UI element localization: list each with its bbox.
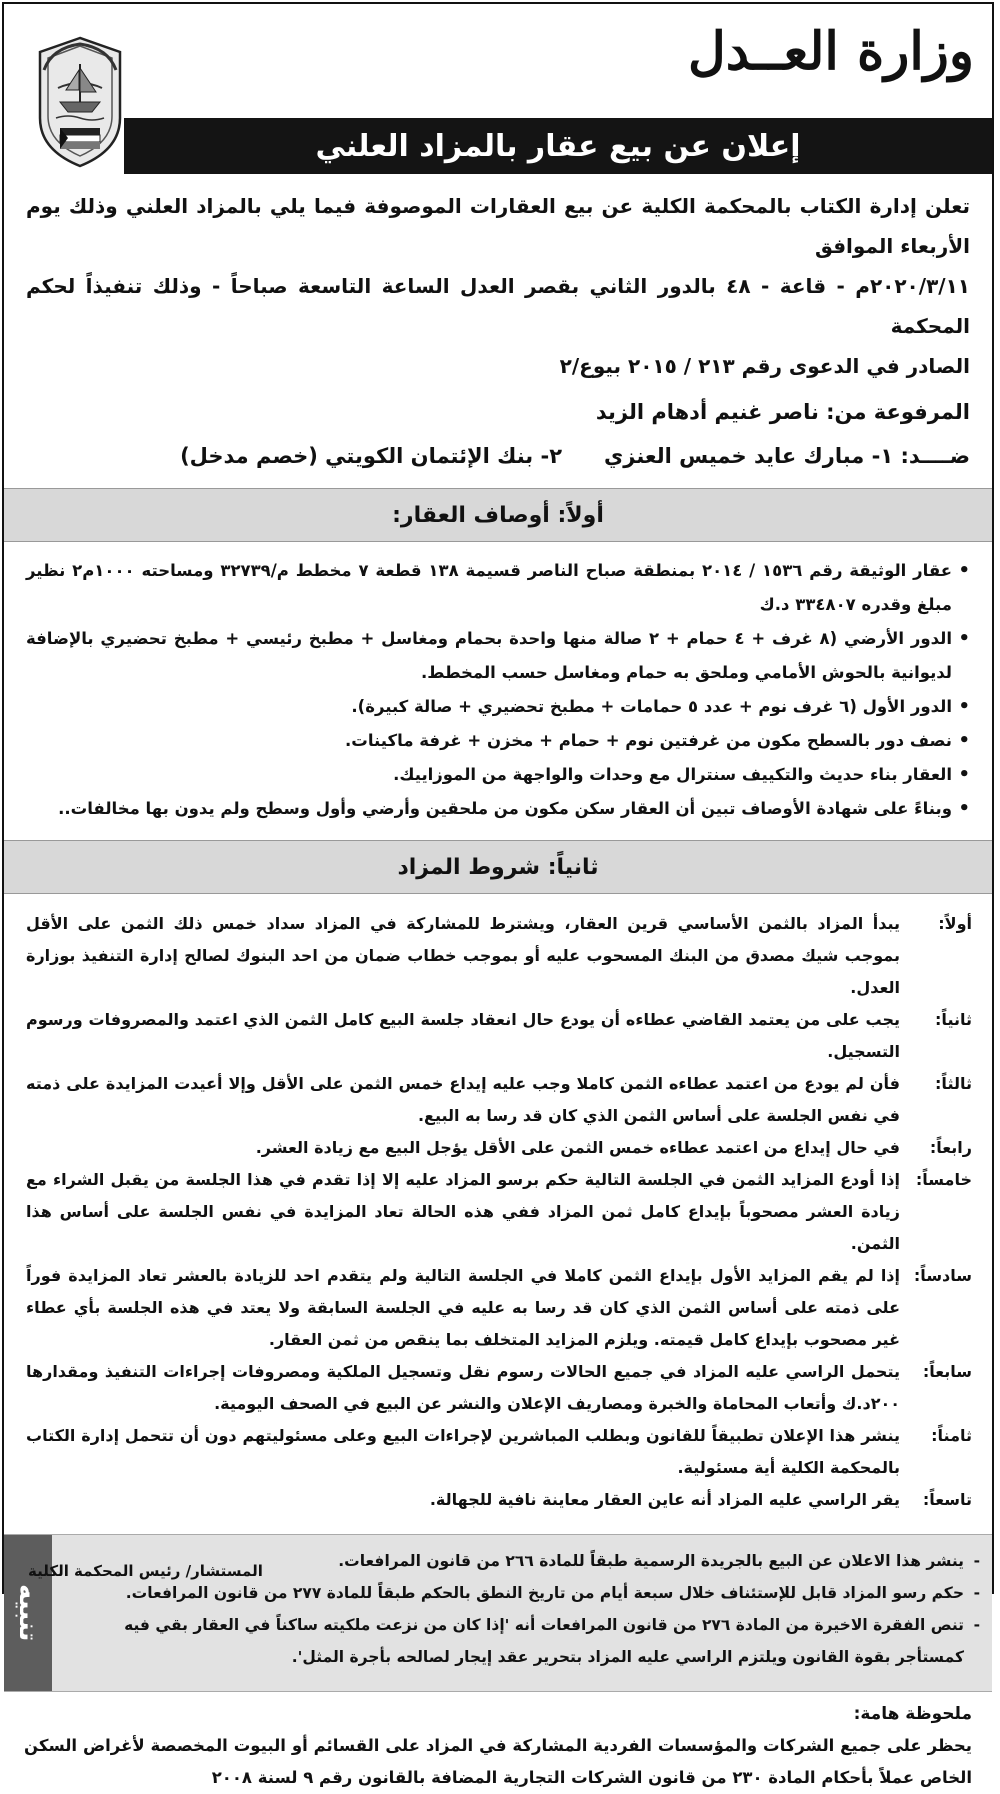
announcement-title: إعلان عن بيع عقار بالمزاد العلني: [124, 118, 992, 174]
condition-label: تاسعاً:: [922, 1490, 972, 1509]
notice-list: [52, 1535, 992, 1691]
condition-item: [26, 908, 972, 1004]
parties: [4, 386, 992, 478]
notice-box: [4, 1534, 992, 1692]
condition-item: [26, 1164, 972, 1260]
section-title-property: أولاً: أوصاف العقار:: [4, 488, 992, 542]
header: [4, 4, 992, 174]
condition-label: سادساً:: [913, 1266, 972, 1285]
condition-text: يجب على من يعتمد القاضي عطاءه أن يودع حال انعقاد جلسة البيع كامل الثمن الذي اعتمد والمصروفات ورسوم التسجيل.: [26, 1010, 900, 1061]
condition-text: فأن لم يودع من اعتمد عطاءه الثمن كاملا وجب عليه إيداع خمس الثمن على الأقل وإلا أعيدت المزايدة على ذمته في نفس الجلسة على أساس الثمن الذي كان قد رسا به البيع.: [26, 1074, 900, 1125]
notice-tag: تنبيه: [4, 1535, 52, 1691]
intro-line: الصادر في الدعوى رقم ٢١٣ / ٢٠١٥ بيوع/٢: [559, 354, 970, 378]
condition-label: ثانياً:: [935, 1010, 972, 1029]
list-item: • عقار الوثيقة رقم ١٥٣٦ / ٢٠١٤ بمنطقة صباح الناصر قسيمة ١٣٨ قطعة ٧ مخطط م/٣٢٧٣٩ ومساحته ١٠٠٠م٢ نظير مبلغ وقدره ٣٣٤٨٠٧ د.ك: [26, 554, 972, 622]
list-item: • نصف دور بالسطح مكون من غرفتين نوم + حمام + مخزن + غرفة ماكينات.: [26, 724, 972, 758]
intro-paragraph: [4, 174, 992, 386]
intro-line: تعلن إدارة الكتاب بالمحكمة الكلية عن بيع العقارات الموصوفة فيما يلي بالمزاد العلني وذلك يوم الأربعاء الموافق: [26, 194, 970, 258]
notice-item: - حكم رسو المزاد قابل للإستئناف خلال سبعة أيام من تاريخ النطق بالحكم طبقاً للمادة ٢٧٧ من قانون المرافعات.: [72, 1577, 982, 1609]
signature: المستشار/ رئيس المحكمة الكلية: [28, 1562, 263, 1580]
ministry-name: وزارة العــدل: [687, 21, 974, 82]
condition-text: إذا أودع المزايد الثمن في الجلسة التالية حكم برسو المزاد عليه إلا إذا تقدم في هذا الجلسة من يقبل الشراء مع زيادة العشر مصحوباً بإيداع كامل ثمن المزاد ففي هذه الحالة تعاد المزايدة في نفس الجلسة على أساس هذا الثمن.: [26, 1170, 900, 1253]
condition-label: ثامناً:: [931, 1426, 972, 1445]
auction-conditions-list: [4, 894, 992, 1520]
defendants: [26, 434, 970, 478]
condition-item: [26, 1260, 972, 1356]
condition-label: خامساً:: [915, 1170, 972, 1189]
condition-item: [26, 1004, 972, 1068]
kuwait-emblem-icon: [30, 30, 130, 170]
condition-text: في حال إيداع من اعتمد عطاءه خمس الثمن على الأقل يؤجل البيع مع زيادة العشر.: [255, 1138, 900, 1157]
defendant-1: ضــــد: ١- مبارك عايد خميس العنزي: [604, 444, 970, 468]
important-note-text: يحظر على جميع الشركات والمؤسسات الفردية المشاركة في المزاد على القسائم أو البيوت المخصصة لأغراض السكن الخاص عملاً بأحكام المادة ٢٣٠ من قانون الشركات التجارية المضافة بالقانون رقم ٩ لسنة ٢٠٠٨: [24, 1736, 972, 1787]
condition-item: [26, 1068, 972, 1132]
auction-announcement: [2, 2, 994, 1787]
plaintiff: المرفوعة من: ناصر غنيم أدهام الزيد: [595, 400, 970, 424]
list-item: • الدور الأرضي (٨ غرف + ٤ حمام + ٢ صالة منها واحدة بحمام ومغاسل + مطبخ رئيسي + مطبخ تحضيري بالإضافة لديوانية بالحوش الأمامي وملحق به حمام ومغاسل حسب المخطط.: [26, 622, 972, 690]
important-note-title: ملحوظة هامة:: [853, 1704, 972, 1724]
condition-text: يبدأ المزاد بالثمن الأساسي قرين العقار، ويشترط للمشاركة في المزاد سداد خمس ذلك الثمن على الأقل بموجب شيك مصدق من البنك المسحوب عليه أو بموجب خطاب ضمان من احد البنوك لصالح إدارة التنفيذ بوزارة العدل.: [26, 914, 900, 997]
section-title-conditions: ثانياً: شروط المزاد: [4, 840, 992, 894]
condition-text: يقر الراسي عليه المزاد أنه عاين العقار معاينة نافية للجهالة.: [429, 1490, 900, 1509]
condition-label: ثالثاً:: [935, 1074, 972, 1093]
condition-item: [26, 1132, 972, 1164]
condition-label: أولاً:: [938, 914, 972, 933]
condition-item: [26, 1420, 972, 1484]
condition-label: رابعاً:: [929, 1138, 972, 1157]
condition-text: إذا لم يقم المزايد الأول بإيداع الثمن كاملا في الجلسة التالية ولم يتقدم احد للزيادة بالعشر تعاد المزايدة فوراً على ذمته على أساس الثمن الذي كان قد رسا به عليه في الجلسة السابقة ولا يعتد في هذه الجلسة بأي عطاء غير مصحوب بإيداع كامل قيمته. ويلزم المزايد المتخلف بما ينقص من ثمن العقار.: [26, 1266, 900, 1349]
list-item: • وبناءً على شهادة الأوصاف تبين أن العقار سكن مكون من ملحقين وأرضي وأول وسطح ولم يدون بها مخالفات..: [26, 792, 972, 826]
defendant-2: ٢- بنك الإئتمان الكويتي (خصم مدخل): [180, 444, 563, 468]
notice-item: - تنص الفقرة الاخيرة من المادة ٢٧٦ من قانون المرافعات أنه 'إذا كان من نزعت ملكيته ساكناً في العقار بقي فيه كمستأجر بقوة القانون ويلتزم الراسي عليه المزاد بتحرير عقد إيجار لصالحه بأجرة المثل'.: [72, 1609, 982, 1673]
property-description-list: [4, 542, 992, 830]
list-item: • العقار بناء حديث والتكييف سنترال مع وحدات والواجهة من الموزاييك.: [26, 758, 972, 792]
condition-item: [26, 1356, 972, 1420]
condition-label: سابعاً:: [922, 1362, 972, 1381]
condition-text: ينشر هذا الإعلان تطبيقاً للقانون وبطلب المباشرين لإجراءات البيع وعلى مسئوليتهم دون أن تتحمل إدارة الكتاب بالمحكمة الكلية أية مسئولية.: [26, 1426, 900, 1477]
intro-line: ٢٠٢٠/٣/١١م - قاعة - ٤٨ بالدور الثاني بقصر العدل الساعة التاسعة صباحاً - وذلك تنفيذاً لحكم المحكمة: [26, 274, 970, 338]
condition-text: يتحمل الراسي عليه المزاد في جميع الحالات رسوم نقل وتسجيل الملكية ومصروفات إجراءات التنفيذ ومقدارها ٢٠٠د.ك وأتعاب المحاماة والخبرة ومصاريف الإعلان والنشر عن البيع في الصحف اليومية.: [26, 1362, 900, 1413]
notice-item: - ينشر هذا الاعلان عن البيع بالجريدة الرسمية طبقاً للمادة ٢٦٦ من قانون المرافعات.: [72, 1545, 982, 1577]
list-item: • الدور الأول (٦ غرف نوم + عدد ٥ حمامات + مطبخ تحضيري + صالة كبيرة).: [26, 690, 972, 724]
condition-item: [26, 1484, 972, 1516]
